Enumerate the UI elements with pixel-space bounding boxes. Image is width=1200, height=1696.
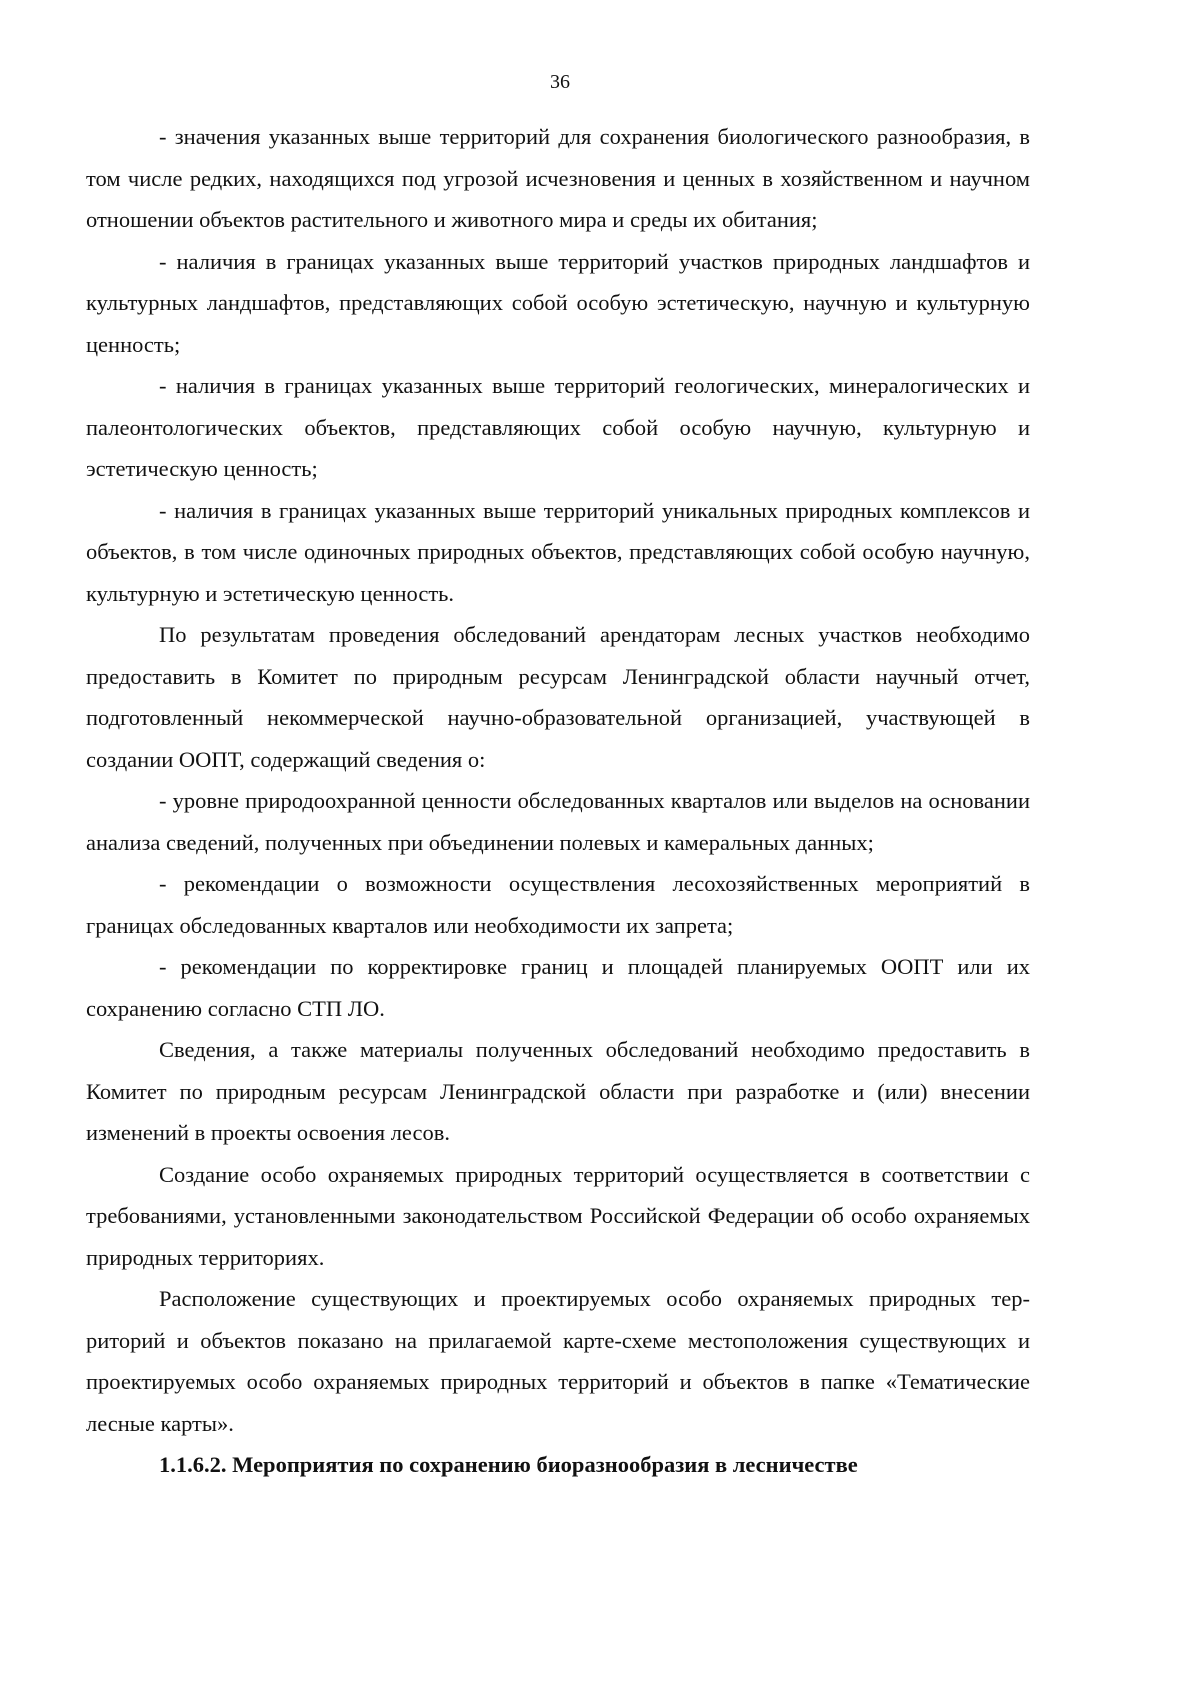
page-number: 36 [550,71,570,93]
paragraph-boundary-recommendations: - рекомендации по корректировке границ и площадей планируемых ООПТ или их сохранению согласно СТП ЛО. [86,954,1030,1021]
paragraph-materials-submission: Сведения, а также материалы полученных обследований необходимо предоставить в Комитет по природным ресурсам Ленинградской области при разработке и (или) внесении изменений в проекты освоения лесов. [86,1037,1030,1145]
paragraph-forestry-recommendations: - рекомендации о возможности осуществления лесохозяйственных мероприятий в границах обследованных кварталов или необходимости их запрета; [86,871,1030,938]
paragraph-survey-results: По результатам проведения обследований арендаторам лесных участков необходимо предоставить в Комитет по природным ресурсам Ленинградской области научный отчет, подготовленный некоммерческой научно-образовательной организацией, участвующей в создании ООПТ, содержащий сведения о: [86,622,1030,772]
paragraph-geological-objects: - наличия в границах указанных выше территорий геологических, минералогических и палеонтологических объектов, представляющих собой особую научную, культурную и эстетическую ценность; [86,373,1030,481]
paragraph-protected-areas-creation: Создание особо охраняемых природных территорий осуществляется в соответствии с требованиями, установленными законодательством Российской Федерации об особо охраняемых природных территориях. [86,1161,1030,1270]
paragraph-landscapes: - наличия в границах указанных выше территорий участков природных ландшафтов и культурных ландшафтов, представляющих собой особую эстетическую, научную и культурную ценность; [86,248,1030,357]
paragraph-biodiversity-value: - значения указанных выше территорий для сохранения биологического разнообразия, в том числе редких, находящихся под угрозой исчезновения и ценных в хозяйственном и научном отношении объектов растительного и животного мира и среды их обитания; [86,124,1030,232]
paragraph-conservation-level: - уровне природоохранной ценности обследованных кварталов или выделов на основании анализа сведений, полученных при объединении полевых и камеральных данных; [86,788,1030,855]
section-heading: 1.1.6.2. Мероприятия по сохранению биоразнообразия в лесничестве [159,1452,858,1477]
paragraph-unique-complexes: - наличия в границах указанных выше территорий уникальных природных комплексов и объектов, в том числе одиночных природных объектов, представляющих собой особую научную, культурную и эстетическую ценность. [86,497,1030,606]
body-text [86,116,1030,1486]
paragraph-map-location: Расположение существующих и проектируемых особо охраняемых природных территорий и объектов показано на прилагаемой карте-схеме местоположения существующих и проектируемых особо охраняемых природных территорий и объектов в папке «Тематические лесные карты». [86,1286,1030,1436]
